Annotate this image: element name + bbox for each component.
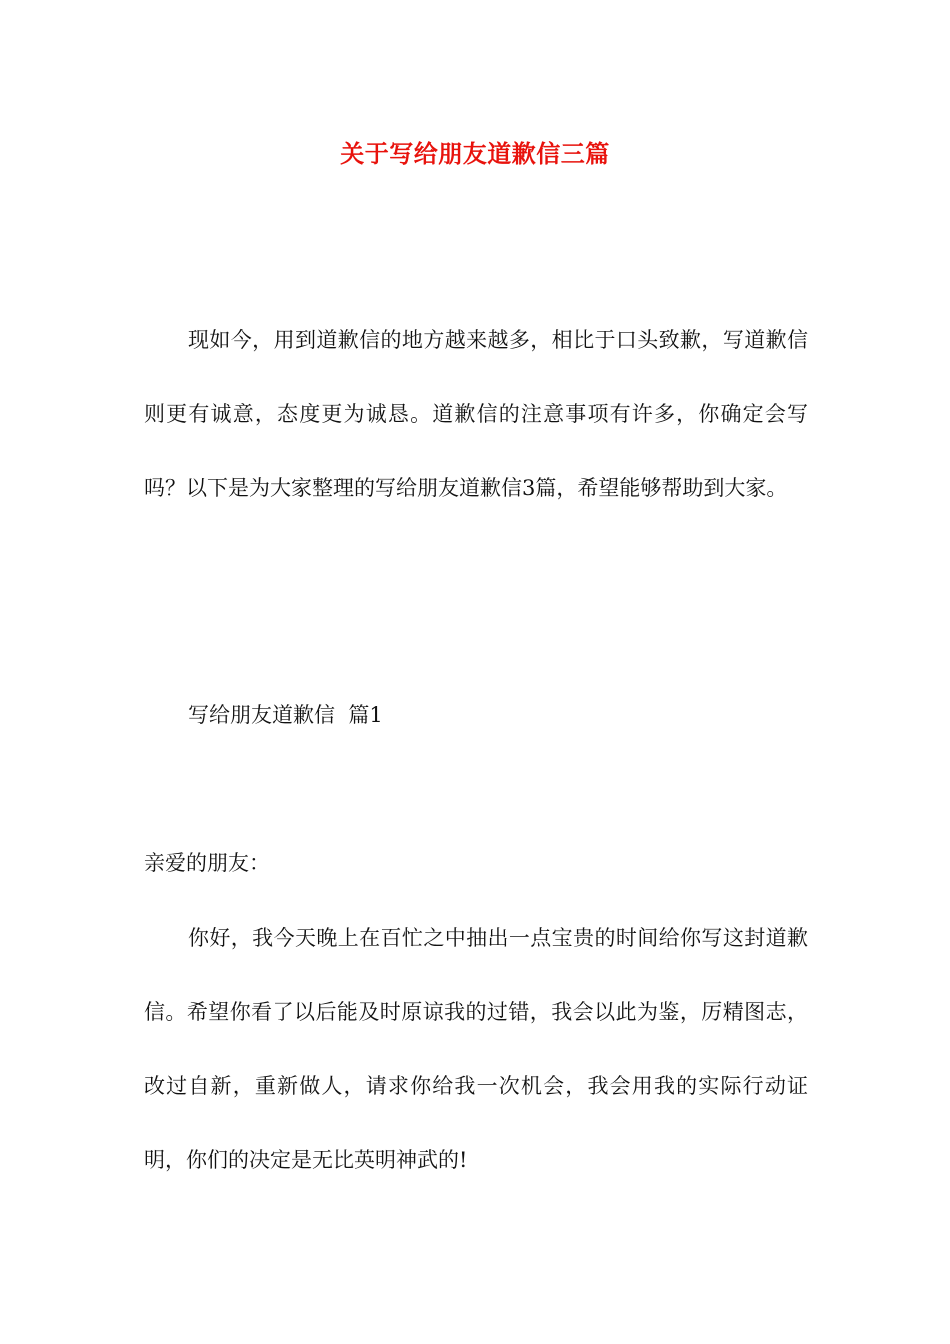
document-title: 关于写给朋友道歉信三篇 bbox=[340, 139, 610, 168]
body-paragraph: 你好，我今天晚上在百忙之中抽出一点宝贵的时间给你写这封道歉信。希望你看了以后能及时原谅我的过错，我会以此为鉴，厉精图志，改过自新，重新做人，请求你给我一次机会，我会用我的实际行动证明，你们的决定是无比英明神武的! bbox=[144, 926, 808, 1172]
intro-paragraph: 现如今，用到道歉信的地方越来越多，相比于口头致歉，写道歉信则更有诚意，态度更为诚恳。道歉信的注意事项有许多，你确定会写吗？以下是为大家整理的写给朋友道歉信3篇，希望能够帮助到大家。 bbox=[144, 328, 808, 500]
section-heading: 写给朋友道歉信 篇1 bbox=[188, 703, 383, 727]
salutation: 亲爱的朋友： bbox=[144, 851, 270, 875]
